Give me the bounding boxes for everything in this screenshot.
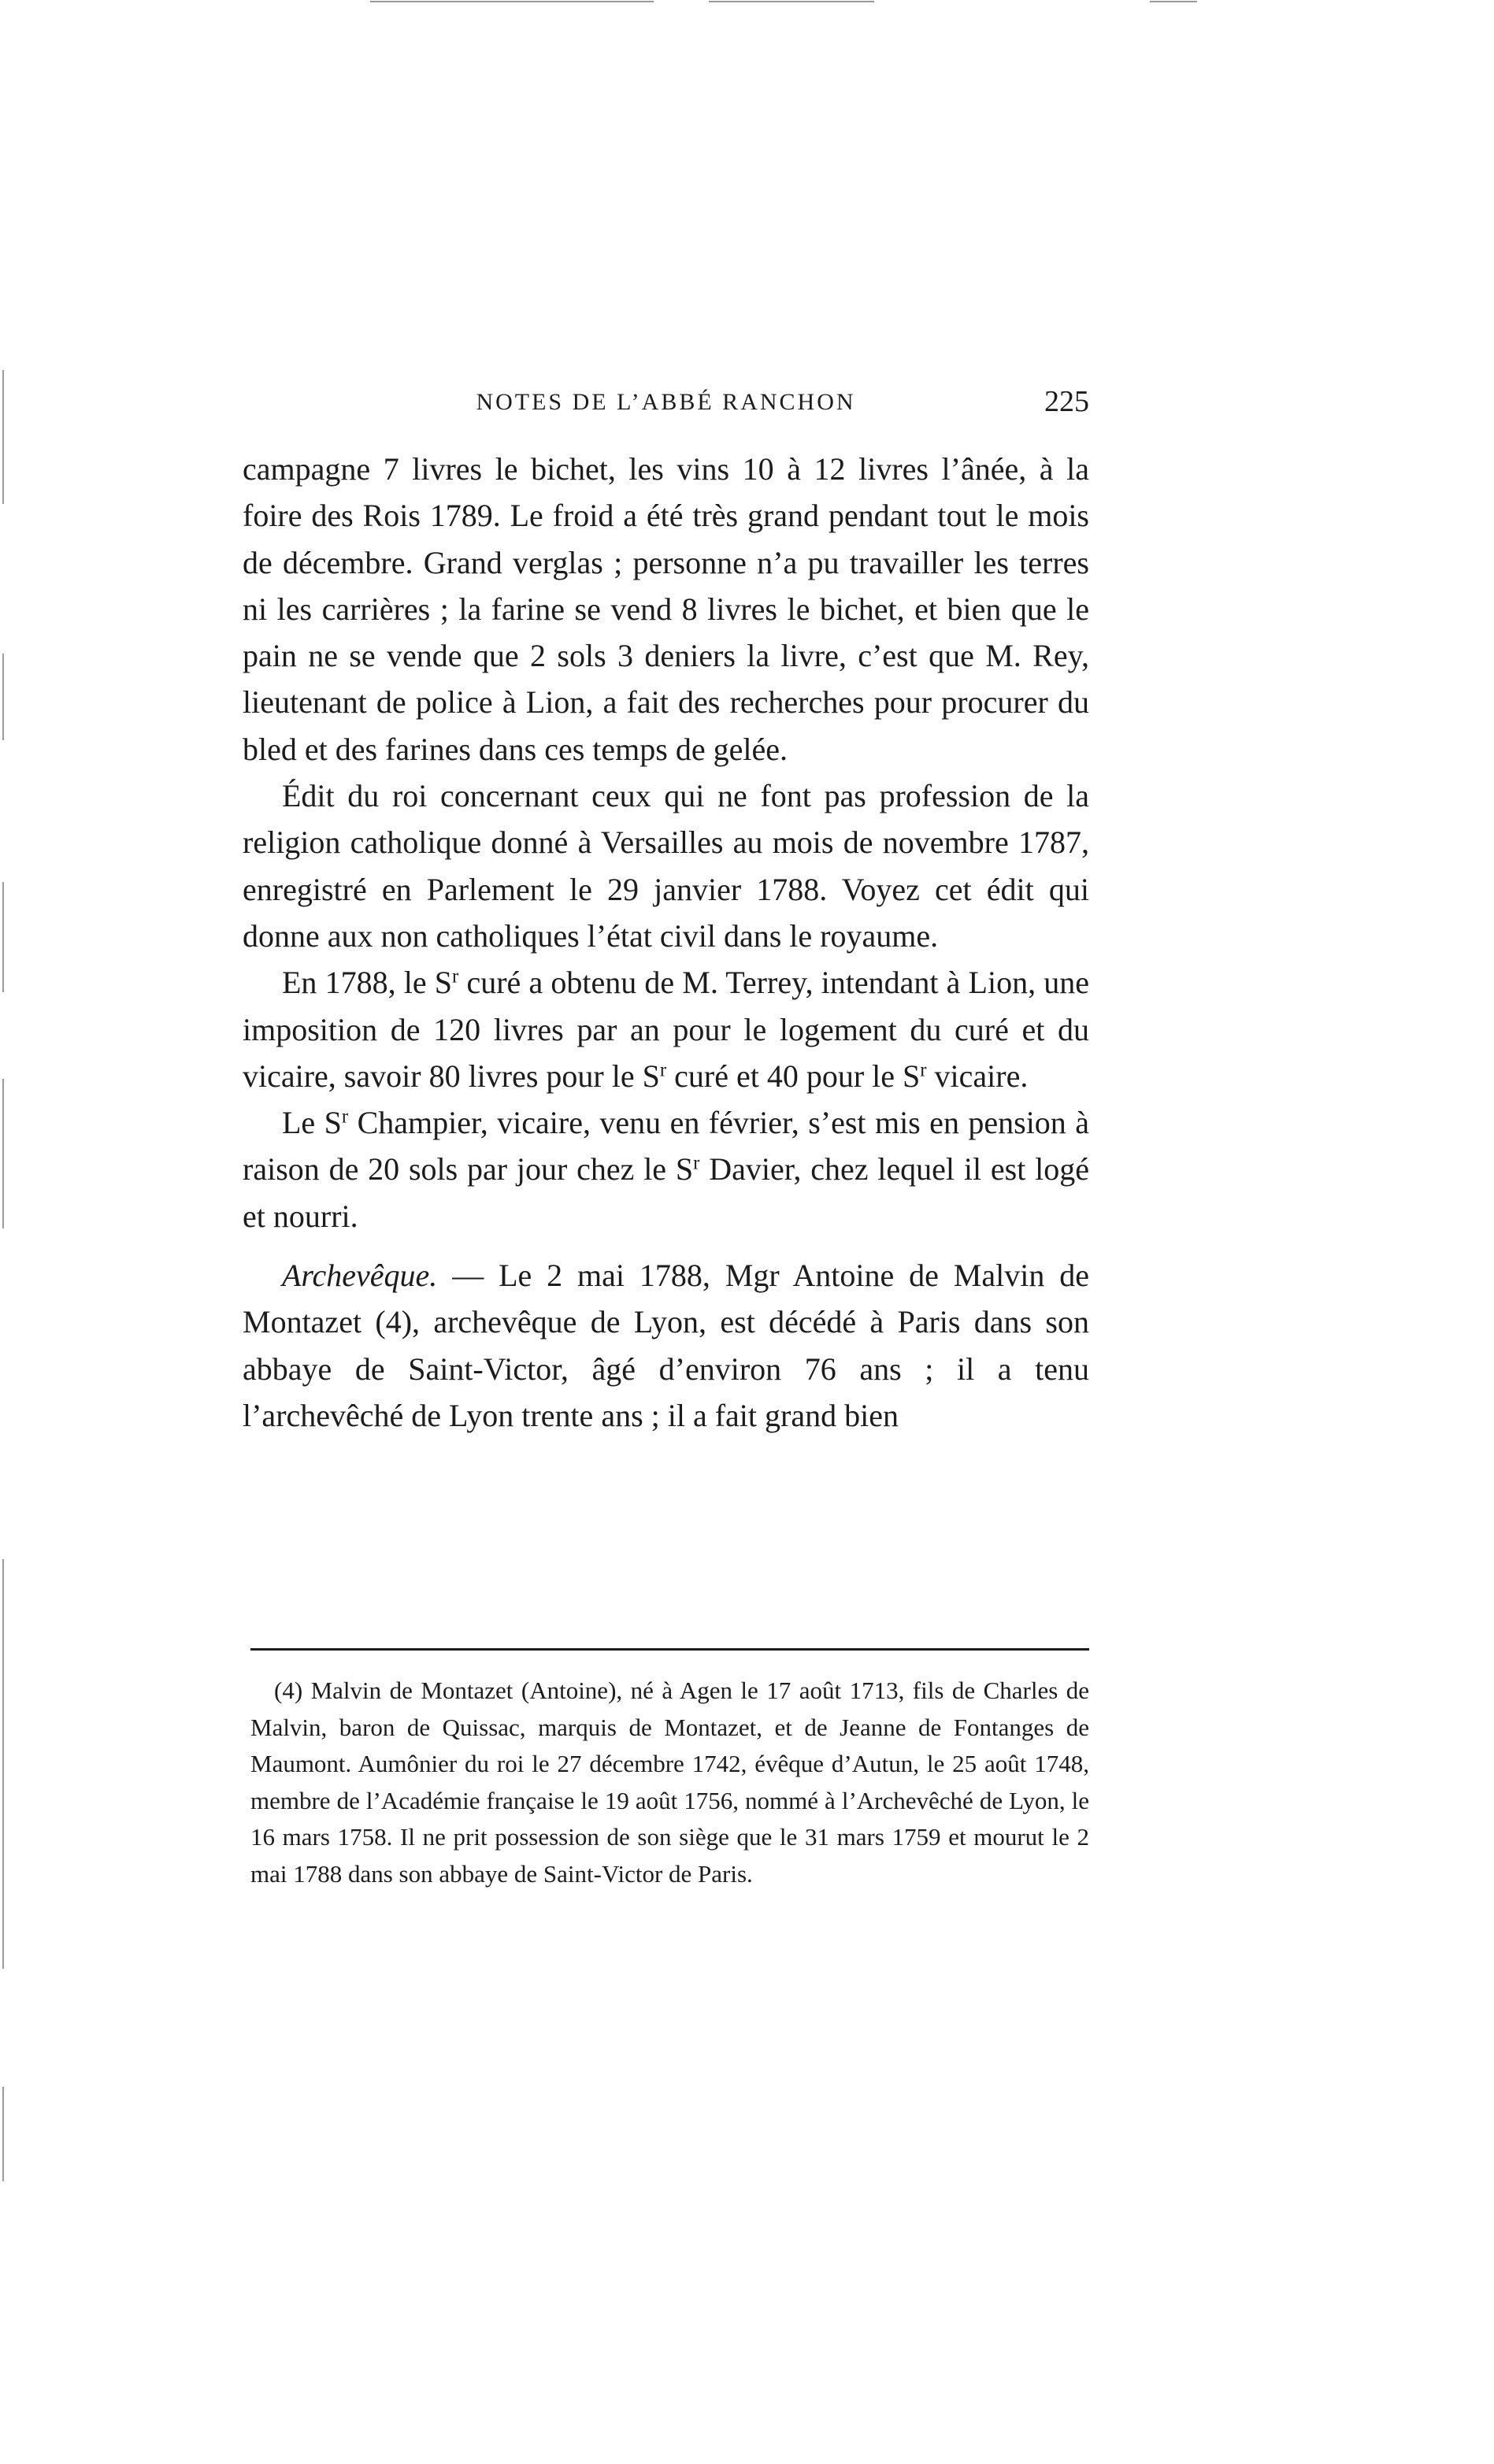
footnotes	[250, 1673, 1089, 1892]
superscript-r: r	[659, 1059, 667, 1081]
paragraph-5: Archevêque. — Le 2 mai 1788, Mgr Antoine de Malvin de Montazet (4), archevêque de Lyon, est décédé à Paris dans son abbaye de Saint-Victor, âgé d’environ 76 ans ; il a tenu l’archevêché de Lyon trente ans ; il a fait grand bien	[243, 1258, 1089, 1433]
page-number: 225	[1044, 385, 1089, 418]
scan-edge-left-4	[2, 1079, 4, 1228]
paragraph-1: campagne 7 livres le bichet, les vins 10 à 12 livres l’ânée, à la foire des Rois 1789. Le froid a été très grand pendant tout le mois de décembre. Grand verglas ; personne n’a pu travailler les terres ni les carrières ; la farine se vend 8 livres le bichet, et bien que le pain ne se vende que 2 sols 3 deniers la livre, c’est que M. Rey, lieutenant de police à Lion, a fait des recherches pour procurer du bled et des farines dans ces temps de gelée.	[243, 451, 1089, 767]
scan-edge-left-2	[2, 654, 4, 740]
superscript-r: r	[693, 1152, 700, 1174]
paragraph-3: En 1788, le $S^r$ curé a obtenu de M. Terrey, intendant à Lion, une imposition de 120 livres par an pour le logement du curé et du vicaire, savoir 80 livres pour le $S^r$ curé et 40 pour le $S^r$ vicaire.	[243, 965, 1090, 1094]
paragraph-2: Édit du roi concernant ceux qui ne font pas profession de la religion catholique donné à Versailles au mois de novembre 1787, enregistré en Parlement le 29 janvier 1788. Voyez cet édit qui donne aux non catholiques l’état civil dans le royaume.	[243, 778, 1089, 954]
scan-edge-left-5	[2, 1559, 4, 1969]
footnote-rule	[250, 1648, 1089, 1651]
body-text	[243, 446, 1089, 1439]
superscript-r: r	[452, 965, 459, 987]
paragraph-4: Le $S^r$ Champier, vicaire, venu en février, s’est mis en pension à raison de 20 sols par jour chez le $S^r$ Davier, chez lequel il est logé et nourri.	[243, 1105, 1090, 1234]
superscript-r: r	[341, 1106, 349, 1128]
running-title: NOTES DE L’ABBÉ RANCHON	[476, 389, 856, 415]
scan-edge-left-3	[2, 882, 4, 992]
section-heading-archeveque: Archevêque.	[282, 1258, 438, 1294]
scan-edge-top-1	[370, 1, 654, 2]
scan-edge-top-2	[709, 1, 874, 2]
scan-edge-top-3	[1150, 1, 1197, 2]
scan-edge-left-1	[2, 370, 4, 504]
running-head	[243, 384, 1089, 424]
superscript-r: r	[920, 1059, 927, 1081]
footnote-4: (4) Malvin de Montazet (Antoine), né à Agen le 17 août 1713, fils de Charles de Malvin, baron de Quissac, marquis de Montazet, et de Jeanne de Fontanges de Maumont. Aumônier du roi le 27 décembre 1742, évêque d’Autun, le 25 août 1748, membre de l’Académie française le 19 août 1756, nommé à l’Archevêché de Lyon, le 16 mars 1758. Il ne prit possession de son siège que le 31 mars 1759 et mourut le 2 mai 1788 dans son abbaye de Saint-Victor de Paris.	[250, 1677, 1089, 1888]
scan-edge-left-6	[2, 2087, 4, 2181]
